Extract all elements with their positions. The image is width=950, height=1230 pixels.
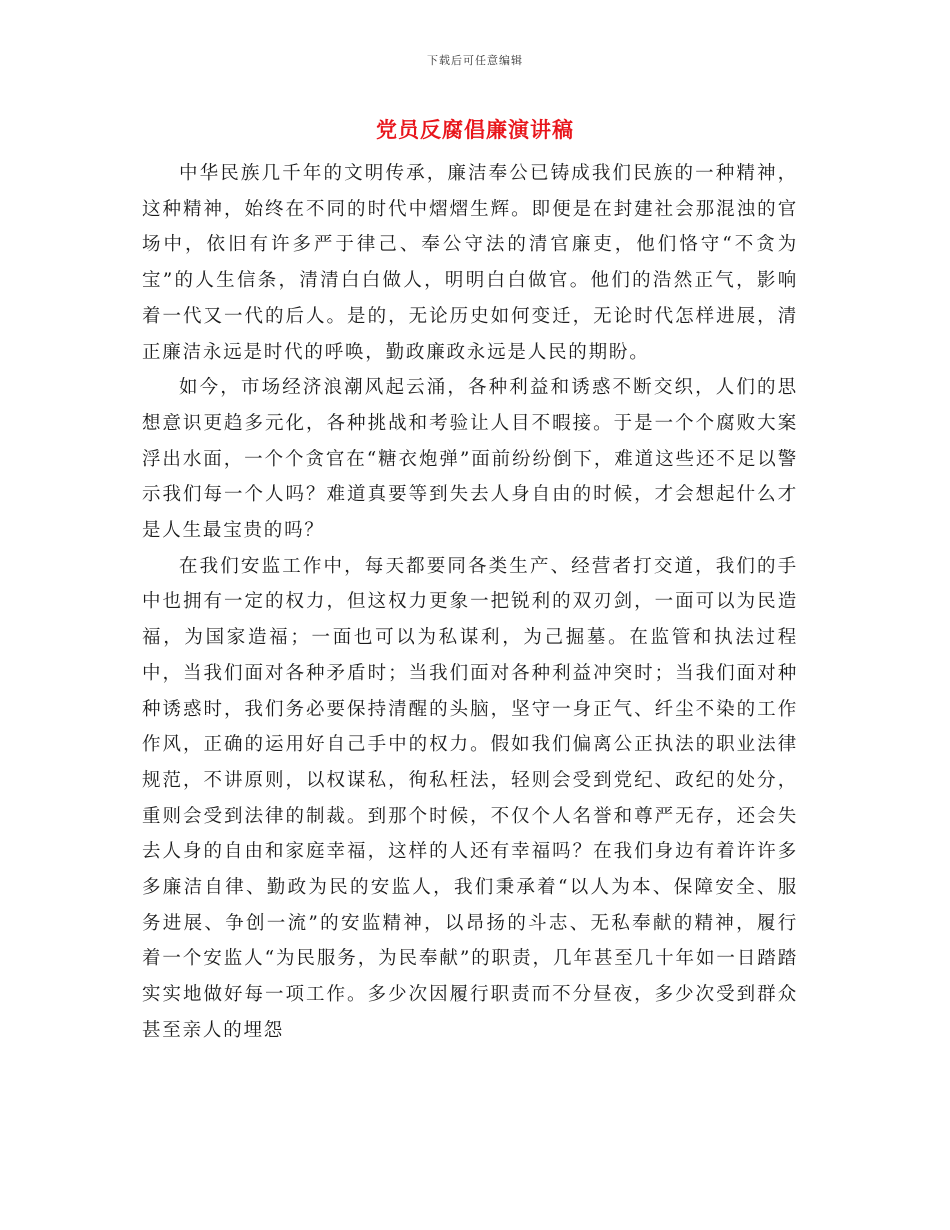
page-header-note: 下载后可任意编辑 [427, 54, 523, 67]
document-title: 党员反腐倡廉演讲稿 [376, 118, 574, 142]
paragraph-1: 中华民族几千年的文明传承，廉洁奉公已铸成我们民族的一种精神，这种精神，始终在不同的时代中熠熠生辉。即便是在封建社会那混浊的官场中，依旧有许多严于律己、奉公守法的清官廉吏，他们恪守“不贪为宝”的人生信条，清清白白做人，明明白白做官。他们的浩然正气，影响着一代又一代的后人。是的，无论历史如何变迁，无论时代怎样进展，清正廉洁永远是时代的呼唤，勤政廉政永远是人民的期盼。 [142, 163, 798, 363]
document-body [142, 156, 798, 1049]
paragraph-2: 如今，市场经济浪潮风起云涌，各种利益和诱惑不断交织，人们的思想意识更趋多元化，各种挑战和考验让人目不暇接。于是一个个腐败大案浮出水面，一个个贪官在“糖衣炮弹”面前纷纷倒下，难道这些还不足以警示我们每一个人吗？难道真要等到失去人身自由的时候，才会想起什么才是人生最宝贵的吗？ [142, 377, 798, 542]
paragraph-3: 在我们安监工作中，每天都要同各类生产、经营者打交道，我们的手中也拥有一定的权力，但这权力更象一把锐利的双刃剑，一面可以为民造福，为国家造福；一面也可以为私谋利，为己掘墓。在监管和执法过程中，当我们面对各种矛盾时；当我们面对各种利益冲突时；当我们面对种种诱惑时，我们务必要保持清醒的头脑，坚守一身正气、纤尘不染的工作作风，正确的运用好自己手中的权力。假如我们偏离公正执法的职业法律规范，不讲原则，以权谋私，徇私枉法，轻则会受到党纪、政纪的处分，重则会受到法律的制裁。到那个时候，不仅个人名誉和尊严无存，还会失去人身的自由和家庭幸福，这样的人还有幸福吗？在我们身边有着许许多多廉洁自律、勤政为民的安监人，我们秉承着“以人为本、保障安全、服务进展、争创一流”的安监精神，以昂扬的斗志、无私奉献的精神，履行着一个安监人“为民服务，为民奉献”的职责，几年甚至几十年如一日踏踏实实地做好每一项工作。多少次因履行职责而不分昼夜，多少次受到群众甚至亲人的埋怨 [142, 555, 798, 1041]
